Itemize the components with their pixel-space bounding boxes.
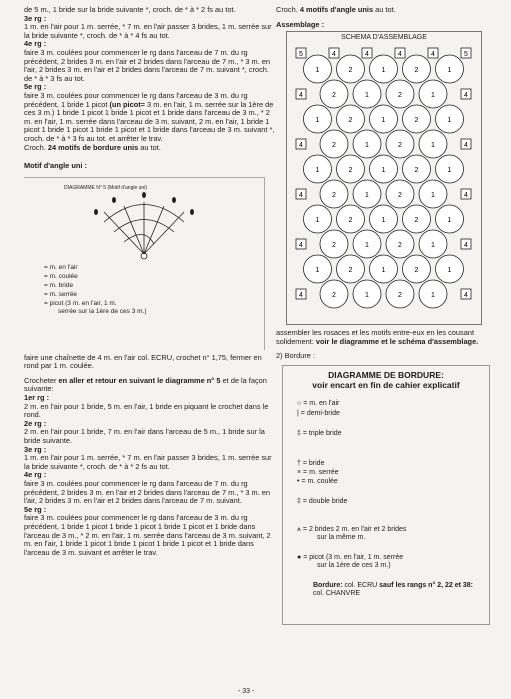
text: et de la façon suivante: [24,375,267,394]
bold-text: en aller et retour en suivant le diagramme n° 5 [58,375,221,385]
rosace-number: 2 [348,216,353,224]
text: col. CHANVRE [313,589,361,597]
rosace-number: 2 [398,91,402,99]
legend-text: = m. en l'air [303,399,340,407]
legend-treble: = m. bride [44,281,74,289]
legend-slip: = m. coulée [44,272,78,280]
rosace-number: 2 [414,216,419,224]
section-title: 2) Bordure : [276,351,316,361]
rosace-number: 1 [447,66,452,74]
fan-diagram [84,192,204,262]
rosace-number: 1 [315,216,320,224]
rosace-number: 1 [381,166,386,174]
single-icon: × [297,468,302,476]
rosace-number: 1 [365,141,369,149]
row-label: 3e rg : [24,13,47,23]
rosace-number: 2 [398,291,402,299]
rosace-number: 1 [431,241,435,249]
rosace-number: 1 [447,166,452,174]
rosace-number: 2 [414,66,419,74]
page-number: - 33 - [238,688,255,695]
rosace-number: 2 [398,141,402,149]
legend-picot-2: sur la 1ère de ces 3 m.) [317,561,391,569]
row-label: 5e rg : [24,504,47,514]
text: col. ECRU [344,581,378,589]
text: Croch. [24,142,46,152]
rosace-number: 1 [447,216,452,224]
motif-number: 4 [299,241,303,249]
bold-text: Bordure: [313,581,343,589]
double-treble-icon: ‡ [297,497,301,505]
paragraph: faire une chaînette de 4 m. en l'air col. ECRU, crochet n° 1,75, fermer en rond par 1 m. coulée. [24,352,262,371]
assembly-grid [287,43,481,323]
chain-symbol-icon: ○ [297,399,302,407]
rosace-number: 1 [431,291,435,299]
legend-single [297,469,339,477]
legend-shell [297,526,406,534]
motif-number: 4 [431,50,435,58]
paragraph: 1 m. en l'air pour 1 m. serrée, * 7 m. en l'air passer 3 brides, 1 m. serrée sur la bride suivante *, croch. de * à * 2 fs au tot. [24,453,272,471]
left-column [24,6,276,557]
paragraph [24,377,276,394]
legend-picot-2: serrée sur la 1ère de ces 3 m.) [58,307,147,315]
rosace-number: 2 [332,191,336,199]
row-label: 3e rg : [24,444,47,454]
text: Croch. [276,5,298,14]
rosace-number: 2 [348,266,353,274]
motif-number: 4 [332,50,336,58]
paragraph [276,6,500,15]
rosace-number: 1 [431,91,435,99]
diagram-title: DIAGRAMME N° 5 (Motif d'angle uni) [64,184,147,191]
motif-number: 4 [299,191,303,199]
motif-number: 4 [299,141,303,149]
paragraph: de 5 m., 1 bride sur la bride suivante *, croch. de * à * 2 fs au tot. [24,5,236,14]
motif-number: 4 [464,291,468,299]
legend-text: = picot (3 m. en l'air, 1 m. serrée [303,553,404,561]
motif-number: 5 [464,50,468,58]
schema-title: SCHEMA D'ASSEMBLAGE [341,34,427,42]
paragraph: faire 3 m. coulées pour commencer le rg dans l'arceau de 7 m. du rg précédent, 2 brides 3 m. en l'air et 2 brides dans l'arceau de 7 m., * 3 m. en l'air, 2 brides 3 m. en l'air et 2 brides dans l'arceau de 7 m. suivant. [24,479,271,506]
bold-text: 4 motifs d'angle unis [299,5,374,14]
motif-number: 5 [299,50,303,58]
row-label: 4e rg : [24,39,47,49]
rosace-number: 1 [431,191,435,199]
rosace-number: 2 [398,191,402,199]
section-title: Motif d'angle uni : [24,161,87,171]
legend-single: = m. serrée [44,290,78,298]
row-label: 2e rg : [24,418,47,428]
legend-text: = triple bride [302,429,342,437]
legend-picot: = picot (3 m. en l'air, 1 m. [44,299,117,307]
rosace-number: 1 [365,91,369,99]
motif-number: 4 [299,91,303,99]
half-treble-icon: | [297,409,299,417]
rosace-number: 1 [365,241,369,249]
legend-text: = 2 brides 2 m. en l'air et 2 brides [302,525,407,533]
paragraph: faire 3 m. coulées pour commencer le rg dans l'arceau de 3 m. du rg précédent, 1 bride 1 picot 1 bride 1 picot 1 bride 1 picot et 1 bride dans l'arceau de 3 m., * 2 m. en l'air, 1 m. serrée dans l'arceau de 3 m. suivant, 2 m. en l'air, 1 bride 1 picot 1 bride 1 picot 1 bride 1 picot et 1 bride dans l'arceau de 3 m. suivant et arrêter le trav. [24,513,271,557]
text: Crocheter [24,375,57,385]
text: assembler les rosaces et les motifs entre-eux en les cousant solidement: [276,328,474,346]
rosace-number: 1 [315,266,320,274]
rosace-number: 1 [381,266,386,274]
rosace-number: 2 [332,91,336,99]
paragraph [276,329,500,346]
diagram-5 [24,177,265,350]
rosace-number: 2 [414,266,419,274]
motif-number: 4 [464,241,468,249]
border-diagram-box [282,365,490,625]
paragraph: 2 m. en l'air pour 1 bride, 5 m. en l'air, 1 bride en piquant le crochet dans le rond. [24,401,269,420]
text: 3 m. en l'air, 1 m. serrée sur la 1ère de ces 3 m.) 1 bride 1 picot 1 bride 1 picot et 1 bride dans l'arceau de 3 m., * 2 m. en l'air, 1 m. serrée dans l'arceau de 3 m. suivant, 2 m. en l'air, 1 bride 1 picot 1 bride 1 picot 1 bride 1 picot et 1 bride dans l'arceau de 3 m. suivant *, croch. de * à * 3 fs au tot. et arrêter le trav. [24,99,275,143]
rosace-number: 2 [398,241,402,249]
assembly-schema [286,31,482,325]
legend-text: = m. serrée [303,468,339,476]
rosace-number: 1 [431,141,435,149]
rosace-number: 2 [332,141,336,149]
legend-treble [297,460,324,468]
rosace-number: 1 [447,266,452,274]
legend-shell-2: sur la même m. [317,533,366,541]
bold-text: voir le diagramme et le schéma d'assemblage. [315,336,479,346]
triple-treble-icon: ‡ [297,429,301,437]
legend-chain [297,400,339,408]
rosace-number: 1 [315,166,320,174]
bold-text: 24 motifs de bordure unis [47,142,139,152]
border-note [313,582,473,598]
paragraph: 1 m. en l'air pour 1 m. serrée, * 7 m. en l'air passer 3 brides, 1 m. serrée sur la bride suivante *, croch. de * à * 4 fs au tot. [24,22,272,40]
border-subtitle: voir encart en fin de cahier explicatif [312,379,460,390]
rosace-number: 1 [315,66,320,74]
rosace-number: 1 [315,116,320,124]
motif-number: 4 [464,191,468,199]
text: faire 3 m. coulées pour commencer le rg dans l'arceau de 3 m. du rg précédent, 1 bride 1 picot [24,90,248,109]
bold-text: sauf les rangs n° 2, 22 et 38: [379,581,473,589]
motif-number: 4 [464,91,468,99]
legend-double [297,498,347,506]
rosace-number: 2 [414,116,419,124]
legend-slip [297,478,338,486]
rosace-number: 2 [348,116,353,124]
legend-triple [297,430,342,438]
legend-picot [297,554,403,562]
row-label: 1er rg : [24,393,50,403]
shell-icon: ⩚ [297,525,301,533]
legend-text: = double bride [302,497,348,505]
rosace-number: 1 [365,291,369,299]
slip-icon: • [297,477,300,485]
rosace-number: 1 [381,216,386,224]
motif-number: 4 [398,50,402,58]
rosace-number: 1 [365,191,369,199]
rosace-number: 2 [348,66,353,74]
legend-text: = m. coulée [301,477,338,485]
rosace-number: 2 [414,166,419,174]
section-title: Assemblage : [276,19,325,29]
border-title: DIAGRAMME DE BORDURE: [328,369,444,380]
row-label: 5e rg : [24,82,47,92]
picot-icon: ● [297,553,302,561]
legend-half-treble [297,410,340,418]
paragraph: faire 3 m. coulées pour commencer le rg dans l'arceau de 7 m. du rg précédent, 2 brides 3 m. en l'air et 2 brides dans l'arceau de 7 m., * 3 m. en l'air, 2 brides 3 m. en l'air et 2 brides dans l'arceau de 7 m. suivant *, croch. de * à * 3 fs au tot. [24,47,271,83]
rosace-number: 1 [381,66,386,74]
rosace-number: 1 [381,116,386,124]
motif-number: 4 [365,50,369,58]
rosace-number: 2 [332,291,336,299]
legend-text: = demi-bride [300,409,340,417]
legend-chain: = m. en l'air [44,263,78,271]
motif-number: 4 [464,141,468,149]
paragraph: 2 m. en l'air pour 1 bride, 7 m. en l'air dans l'arceau de 5 m., 1 bride sur la bride suivante. [24,427,265,446]
row-label: 4e rg : [24,470,47,480]
paragraph [24,92,276,144]
rosace-number: 2 [348,166,353,174]
bold-text: (un picot= [109,99,145,109]
rosace-number: 2 [332,241,336,249]
legend-text: = bride [302,459,325,467]
right-column [276,6,500,625]
rosace-number: 1 [447,116,452,124]
motif-number: 4 [299,291,303,299]
text: au tot. [140,142,161,152]
text: au tot. [375,5,396,14]
treble-icon: † [297,459,301,467]
paragraph [24,144,276,153]
